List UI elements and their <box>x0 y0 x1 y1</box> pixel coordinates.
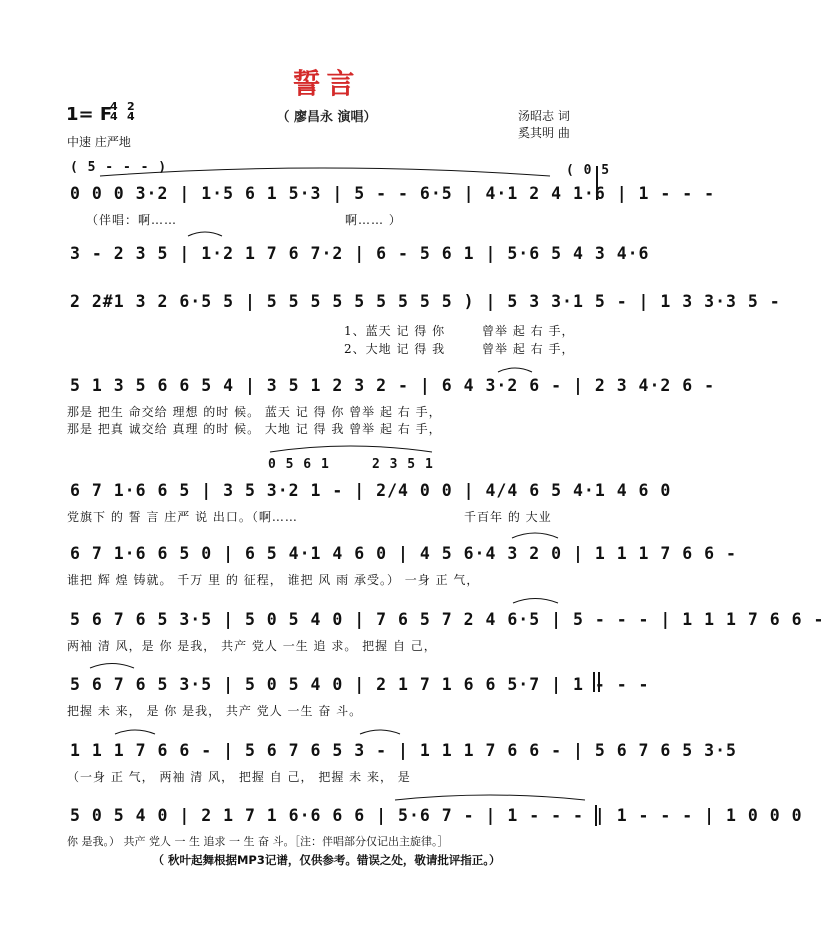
slur-row4 <box>498 368 532 372</box>
composer-credit: 奚其明 曲 <box>518 126 570 140</box>
score-row-3: 2 2#1 3 2 6·5 5 | 5 5 5 5 5 5 5 5 5 ) | 5 3 3·1 5 - | 1 3 3·3 5 - <box>70 292 781 311</box>
score-row-10: 5 0 5 4 0 | 2 1 7 1 6·6 6 6 | 5·6 7 - | 1 - - - | 1 - - - | 1 0 0 0 <box>70 806 803 825</box>
score-row-8: 5 6 7 6 5 3·5 | 5 0 5 4 0 | 2 1 7 1 6 6 5·7 | 1 - - - <box>70 675 650 694</box>
song-title: 誓言 <box>292 67 361 100</box>
slur-row10 <box>395 795 585 800</box>
slur-row5 <box>270 446 432 452</box>
score-row-9: 1 1 1 7 6 6 - | 5 6 7 6 5 3 - | 1 1 1 7 6 6 - | 5 6 7 6 5 3·5 <box>70 741 737 760</box>
lyric-verse1-a: 1、蓝天 记 得 你 <box>344 324 446 338</box>
lyric-row4-v2: 那是 把真 诚交给 真理 的时 候。 大地 记 得 我 曾举 起 右 手， <box>67 422 442 436</box>
slur-row1 <box>100 168 550 176</box>
overlay-notes-1: 0 5 6 1 <box>268 457 330 472</box>
lyric-row5: 党旗下 的 誓 言 庄严 说 出口。（啊…… <box>67 510 298 524</box>
lyric-row4-v1: 那是 把生 命交给 理想 的时 候。 蓝天 记 得 你 曾举 起 右 手， <box>67 405 442 419</box>
score-row-2: 3 - 2 3 5 | 1·2 1 7 6 7·2 | 6 - 5 6 1 | 5·6 5 4 3 4·6 <box>70 244 650 263</box>
tempo-marking: 中速 庄严地 <box>67 135 131 149</box>
lyric-verse1-b: 曾举 起 右 手， <box>482 324 575 338</box>
performer-credit: （ 廖昌永 演唱） <box>276 110 377 125</box>
lyric-row6: 谁把 辉 煌 铸就。 千万 里 的 征程， 谁把 风 雨 承受。） 一身 正 气， <box>67 573 480 587</box>
slur-row6 <box>512 533 558 538</box>
lyricist-credit: 汤昭志 词 <box>518 109 570 123</box>
lyric-row7: 两袖 清 风，是 你 是我， 共产 党人 一生 追 求。 把握 自 己， <box>67 639 437 653</box>
key-signature: 1= F <box>66 104 113 125</box>
lyric-verse2-b: 曾举 起 右 手， <box>482 342 575 356</box>
slur-row2 <box>188 232 222 236</box>
lyric-row5b: 千百年 的 大业 <box>464 510 552 524</box>
intro-notes: ( 5 - - - ) <box>70 160 168 175</box>
score-row-7: 5 6 7 6 5 3·5 | 5 0 5 4 0 | 7 6 5 7 2 4 6·5 | 5 - - - | 1 1 1 7 6 6 - <box>70 610 824 629</box>
score-row-6: 6 7 1·6 6 5 0 | 6 5 4·1 4 6 0 | 4 5 6·4 3 2 0 | 1 1 1 7 6 6 - <box>70 544 737 563</box>
intro-extra-notes: ( 0 5 <box>566 163 611 178</box>
slur-row9a <box>115 730 155 734</box>
lyric-row8: 把握 未 来， 是 你 是我， 共产 党人 一生 奋 斗。 <box>67 704 363 718</box>
slur-row7 <box>513 599 558 604</box>
lyric-intro-end: 啊…… ） <box>345 213 402 227</box>
lyric-row9: （一身 正 气， 两袖 清 风， 把握 自 己， 把握 未 来， 是 <box>67 770 411 784</box>
slur-row9b <box>360 730 400 734</box>
time-signature-2-4: 2 4 <box>127 100 135 123</box>
time-signature-4-4: 4 4 <box>110 100 118 123</box>
lyric-verse2-a: 2、大地 记 得 我 <box>344 342 446 356</box>
lyric-row10: 你 是我。） 共产 党人 一 生 追求 一 生 奋 斗。［注：伴唱部分仅记出主旋律。］ <box>67 835 449 848</box>
score-row-5: 6 7 1·6 6 5 | 3 5 3·2 1 - | 2/4 0 0 | 4/4 6 5 4·1 4 6 0 <box>70 481 672 500</box>
lyric-intro: （伴唱：啊…… <box>86 213 178 227</box>
score-row-4: 5 1 3 5 6 6 5 4 | 3 5 1 2 3 2 - | 6 4 3·2 6 - | 2 3 4·2 6 - <box>70 376 716 395</box>
score-row-1: 0 0 0 3·2 | 1·5 6 1 5·3 | 5 - - 6·5 | 4·1 2 4 1·6 | 1 - - - <box>70 184 716 203</box>
transcriber-note: （ 秋叶起舞根据MP3记谱，仅供参考。错误之处，敬请批评指正。） <box>152 853 501 867</box>
slur-row8 <box>90 664 134 669</box>
overlay-notes-2: 2 3 5 1 <box>372 457 434 472</box>
